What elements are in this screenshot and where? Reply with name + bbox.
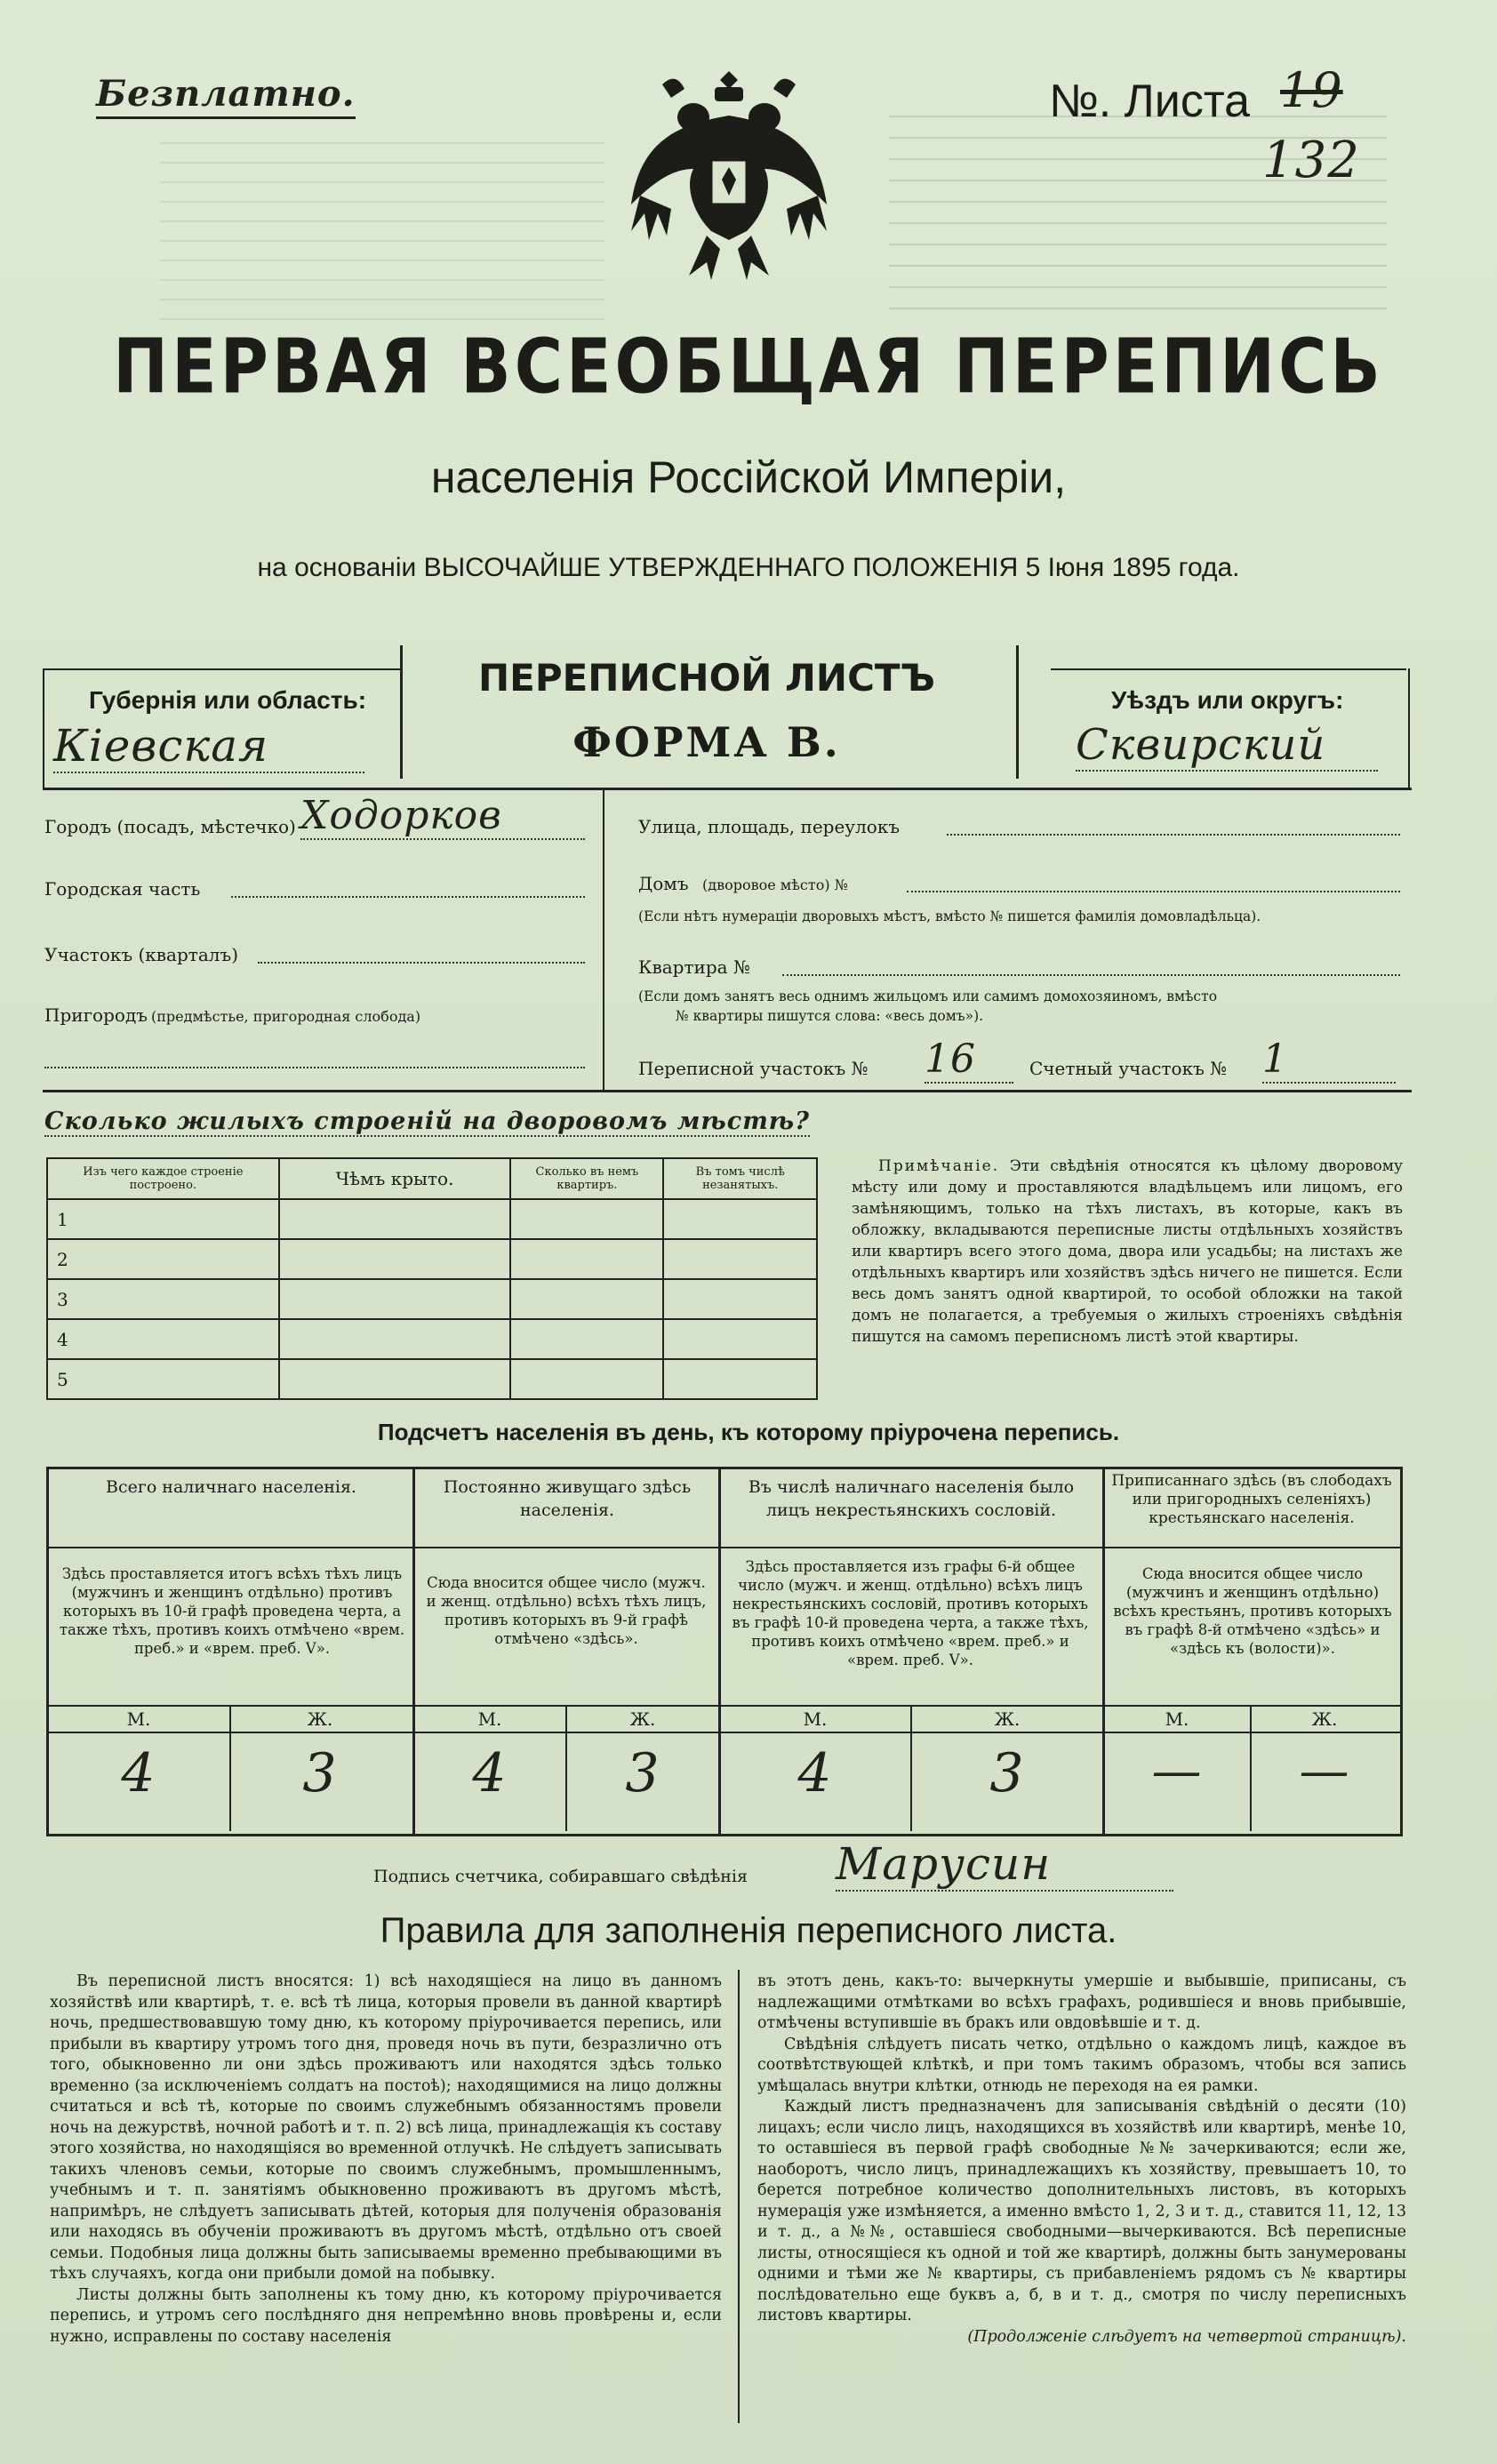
precinct-label: Участокъ (кварталъ) — [44, 944, 238, 965]
suburb-hint: (предмѣстье, пригородная слобода) — [151, 1008, 421, 1025]
col-roof: Чѣмъ крыто. — [279, 1158, 511, 1199]
double-headed-eagle-icon — [622, 62, 836, 293]
pop-col3-head: Въ числѣ наличнаго населенія было лицъ некрестьянскихъ сословій. — [748, 1477, 1075, 1520]
buildings-question: Сколько жилыхъ строеній на дворовомъ мѣстѣ? — [44, 1108, 810, 1135]
pop-mf-rule — [46, 1705, 1401, 1707]
district-label: Уѣздъ или округъ: — [1111, 686, 1344, 714]
census-area-label: Переписной участокъ № — [638, 1058, 869, 1079]
row-num: 1 — [47, 1199, 279, 1239]
pop-head-rule — [46, 1547, 1401, 1548]
rules-divider — [738, 1970, 740, 2423]
pop-col2-desc: Сюда вносится общее число (мужч. и женщ. отдѣльно) всѣхъ тѣхъ лицъ, противъ которыхъ въ 9-й графѣ отмѣчено «здѣсь». — [426, 1574, 707, 1647]
pop-col2-f-value: 3 — [625, 1742, 660, 1804]
rules-left-para-2: Листы должны быть заполнены къ тому дню, къ которому пріурочивается перепись, и утромъ сего послѣдняго дня непремѣнно вновь провѣрены и, если нужно, исправлены по составу населенія — [50, 2285, 722, 2346]
rules-right-para-2: Свѣдѣнія слѣдуетъ писать четко, отдѣльно о каждомъ лицѣ, каждое въ соотвѣтствующей клѣткѣ, и при томъ такимъ образомъ, чтобы вся запись умѣщалась внутри клѣтки, отнюдь не переходя на ея рамки. — [757, 2035, 1406, 2095]
rules-title: Правила для заполненія переписного листа. — [380, 1911, 1117, 1950]
district-value: Сквирский — [1076, 720, 1378, 772]
rules-right-para-3: Каждый листъ предназначенъ для записыванія свѣдѣній о десяти (10) лицахъ; если число лицъ, находящихся въ хозяйствѣ или квартирѣ, менѣе 10, то оставшіеся въ первой графѣ свободные №№ зачеркиваются; если же, наоборотъ, число лицъ, принадлежащихъ къ хозяйству, превышаетъ 10, то берется потребное количество дополнительныхъ листовъ, въ которыхъ нумерація уже измѣняется, а именно вмѣсто 1, 2, 3 и т. д., ставится 11, 12, 13 и т. д., а №№, оставшіеся свободными—вычеркиваются. Всѣ переписные листы, относящіеся къ одной и той же квартирѣ, должны быть занумерованы одними и тѣми же № квартиры, съ прибавленіемъ рядомъ съ № квартиры послѣдовательно еще буквъ а, б, в и т. д., смотря по числу переписныхъ листовъ квартиры. — [757, 2098, 1406, 2324]
free-label: Безплатно. — [96, 73, 356, 119]
count-area-label: Счетный участокъ № — [1029, 1058, 1228, 1079]
sheet-number-value-2: 132 — [1262, 132, 1360, 189]
pop-col1-desc: Здѣсь проставляется итогъ всѣхъ тѣхъ лицъ (мужчинъ и женщинъ отдѣльно) противъ которыхъ въ 10-й графѣ проведена черта, а также тѣхъ, противъ коихъ отмѣчено «врем. преб.» и «врем. преб. V». — [59, 1565, 405, 1657]
header-top-rule-left — [43, 668, 400, 670]
city-part-field — [231, 896, 585, 898]
pop-col2-m-label: М. — [477, 1708, 502, 1730]
rules-left-para-1: Въ переписной листъ вносятся: 1) всѣ находящіеся на лицо въ данномъ хозяйствѣ или квартирѣ, т. е. всѣ тѣ лица, которыя провели въ данной квартирѣ ночь, предшествовавшую тому дню, къ которому пріурочивается перепись, или прибыли въ квартиру утромъ того дня, проведя ночь въ пути, безразлично отъ того, обыкновенно ли они здѣсь проживаютъ или находятся здѣсь только временно (за исключеніемъ солдатъ на постоѣ); находящимися на лицо должны считаться и всѣ тѣ, которые по своимъ служебнымъ обязанностямъ провели ночь на дежурствѣ, ночной работѣ и т. п. 2) всѣ лица, принадлежащія къ составу этого хозяйства, но находящіяся во временной отлучкѣ. Не слѣдуетъ записывать такихъ членовъ семьи, которые по своимъ служебнымъ, промышленнымъ, учебнымъ и т. п. занятіямъ обыкновенно проживаютъ въ другомъ мѣстѣ, напримѣръ, не слѣдуетъ записывать дѣтей, которыя для полученія образованія или находясь въ обученіи проживаютъ въ другомъ мѣстѣ, отдѣльно отъ своей семьи. Подобныя лица должны быть записываемы временно пребывающими въ тѣхъ случаяхъ, когда они прибыли домой на побывку. — [50, 1972, 722, 2283]
rules-right-para-1: въ этотъ день, какъ-то: вычеркнуты умершіе и выбывшіе, приписаны, съ надлежащими отмѣтками во всѣхъ графахъ, родившіеся и вновь прибывшіе, отмѣчены вступившіе въ бракъ или овдовѣвшіе и т. д. — [757, 1972, 1406, 2032]
pop-col4-head: Приписаннаго здѣсь (въ слободахъ или пригородныхъ селеніяхъ) крестьянскаго населенія. — [1111, 1472, 1392, 1527]
header-right-divider — [1408, 668, 1410, 788]
header-bottom-rule — [43, 788, 1412, 790]
header-top-rule-right — [1051, 668, 1406, 670]
pop-col3-m-label: М. — [803, 1708, 828, 1730]
house-label: Домъ — [638, 873, 689, 894]
pop-col2-head: Постоянно живущаго здѣсь населенія. — [443, 1477, 692, 1520]
province-label: Губернія или область: — [89, 686, 367, 714]
apartment-label: Квартира № — [638, 956, 750, 978]
apartment-note-2: № квартиры пишутся слова: «весь домъ»). — [676, 1008, 984, 1024]
pop-col1-f-value: 3 — [302, 1742, 338, 1804]
street-label: Улица, площадь, переулокъ — [638, 816, 901, 837]
fields-vertical-divider — [603, 788, 604, 1090]
row-num: 4 — [47, 1319, 279, 1359]
pop-col3-f-value: 3 — [989, 1742, 1025, 1804]
pop-col3-desc: Здѣсь проставляется изъ графы 6-й общее число (мужч. и женщ. отдѣльно) всѣхъ лицъ некрестьянскихъ сословій, противъ которыхъ въ графѣ 10-й проведена черта, а также тѣхъ, противъ коихъ отмѣчено «врем. преб.» и «врем. преб. V». — [732, 1558, 1089, 1668]
pop-col2-f-label: Ж. — [629, 1708, 656, 1730]
row-num: 5 — [47, 1359, 279, 1399]
sheet-number-label: №. Листа — [1049, 76, 1251, 127]
sheet-number-value-1: 19 — [1280, 62, 1343, 118]
note-block — [852, 1156, 1403, 1348]
pop-col3-m-value: 4 — [797, 1742, 833, 1804]
census-area-value: 16 — [925, 1036, 1013, 1084]
pop-col4-desc: Сюда вносится общее число (мужчинъ и женщинъ отдѣльно) всѣхъ крестьянъ, противъ которыхъ въ графѣ 8-й отмѣчено «здѣсь» и «здѣсь къ (волости)». — [1113, 1565, 1392, 1657]
col-apartments: Сколько въ немъ квартиръ. — [510, 1158, 663, 1199]
buildings-table — [46, 1157, 818, 1400]
city-label: Городъ (посадъ, мѣстечко) — [44, 816, 296, 837]
pop-col1-m-label: М. — [126, 1708, 151, 1730]
pop-mf-rule-2 — [46, 1732, 1401, 1733]
pop-col1-m-value: 4 — [121, 1742, 156, 1804]
rules-right-column — [757, 1972, 1406, 2348]
province-value: Кіевская — [53, 720, 364, 773]
fields-bottom-rule — [43, 1090, 1412, 1092]
bleed-through-text-left — [160, 142, 604, 320]
note-text: Эти свѣдѣнія относятся къ цѣлому дворовому мѣсту или дому и проставляются владѣльцемъ или лицомъ, его замѣняющимъ, только на тѣхъ листахъ, въ которые, какъ въ обложку, вкладываются переписные листы отдѣльныхъ хозяйствъ или квартиръ всего этого дома, двора или усадьбы; на листахъ же отдѣльныхъ квартиръ или хозяйствъ здѣсь ничего не пишется. Если весь домъ занятъ одной квартирой, то особой обложки на такой домъ не полагается, а требуемыя о жилыхъ строеніяхъ свѣдѣнія пишутся на самомъ переписномъ листѣ этой квартиры. — [852, 1157, 1403, 1346]
pop-col4-m-value: — — [1151, 1742, 1203, 1800]
count-area-value: 1 — [1262, 1036, 1396, 1084]
house-note: (Если нѣтъ нумераціи дворовыхъ мѣстъ, вмѣсто № пишется фамилія домовладѣльца). — [638, 908, 1261, 924]
pop-col4-f-label: Ж. — [1311, 1708, 1338, 1730]
apartment-field — [782, 974, 1400, 976]
apartment-note-1: (Если домъ занятъ весь однимъ жильцомъ или самимъ домохозяиномъ, вмѣсто — [638, 988, 1218, 1004]
house-hint: (дворовое мѣсто) № — [702, 876, 848, 893]
col-material: Изъ чего каждое строеніе построено. — [47, 1158, 279, 1199]
house-field — [907, 891, 1400, 892]
suburb-label: Пригородъ — [44, 1004, 148, 1026]
basis-line: на основаніи ВЫСОЧАЙШЕ УТВЕРЖДЕННАГО ПОЛОЖЕНІЯ 5 Іюня 1895 года. — [257, 553, 1240, 582]
suburb-field — [44, 1067, 585, 1068]
page-subtitle: населенія Россійской Имперіи, — [430, 452, 1067, 502]
signature-label: Подпись счетчика, собиравшаго свѣдѣнія — [373, 1867, 748, 1886]
form-title-line1: ПЕРЕПИСНОЙ ЛИСТЪ — [477, 656, 936, 700]
rules-continued: (Продолженіе слѣдуетъ на четвертой страницѣ). — [967, 2327, 1406, 2346]
population-title: Подсчетъ населенія въ день, къ которому пріурочена перепись. — [377, 1419, 1120, 1445]
pop-col2-m-value: 4 — [472, 1742, 508, 1804]
pop-col1-head: Всего наличнаго населенія. — [106, 1477, 356, 1497]
header-left-divider — [43, 668, 44, 788]
pop-col3-f-label: Ж. — [994, 1708, 1021, 1730]
rules-left-column — [50, 1972, 722, 2348]
street-field — [947, 834, 1400, 836]
signature-value: Марусин — [836, 1838, 1173, 1892]
col-vacant: Въ томъ числѣ незанятыхъ. — [663, 1158, 817, 1199]
city-value: Ходорков — [300, 793, 585, 840]
row-num: 3 — [47, 1279, 279, 1319]
pop-col4-f-value: — — [1299, 1742, 1350, 1800]
page-title: ПЕРВАЯ ВСЕОБЩАЯ ПЕРЕПИСЬ — [113, 323, 1384, 412]
city-part-label: Городская часть — [44, 878, 201, 900]
note-title: Примѣчаніе. — [878, 1157, 1000, 1175]
pop-col1-f-label: Ж. — [307, 1708, 333, 1730]
row-num: 2 — [47, 1239, 279, 1279]
form-title-line2: ФОРМА В. — [572, 718, 841, 766]
precinct-field — [258, 962, 585, 964]
pop-col4-m-label: М. — [1165, 1708, 1189, 1730]
